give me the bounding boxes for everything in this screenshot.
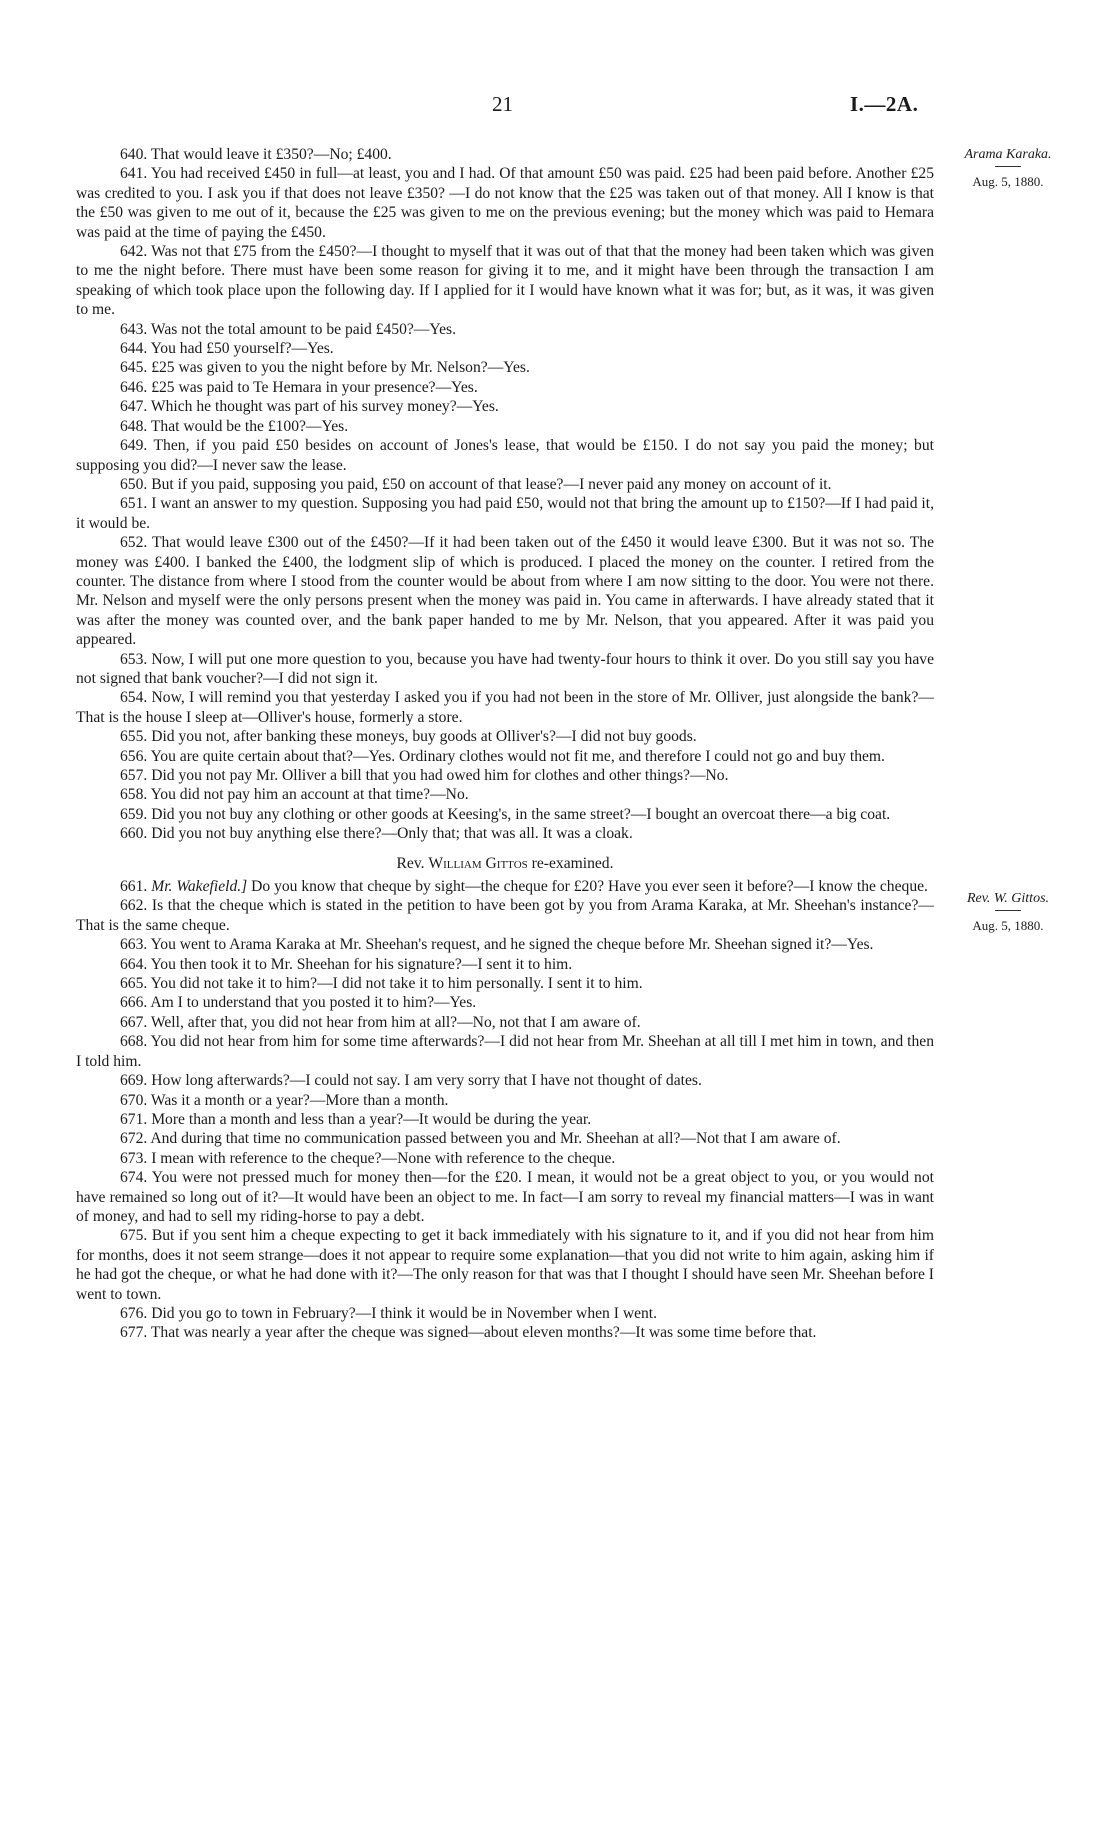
margin-note-date: Aug. 5, 1880. (972, 918, 1044, 933)
testimony-paragraph: 660. Did you not buy anything else there?—Only that; that was all. It was a cloak. (120, 825, 633, 843)
testimony-paragraph: 669. How long afterwards?—I could not say. I am very sorry that I have not thought of dates. (120, 1072, 702, 1090)
testimony-paragraph: 658. You did not pay him an account at that time?—No. (120, 786, 469, 804)
testimony-paragraph: 640. That would leave it £350?—No; £400. (120, 146, 392, 163)
margin-note-speaker: Arama Karaka. (964, 147, 1052, 162)
testimony-paragraph: 649. Then, if you paid £50 besides on account of Jones's lease, that would be £150. I do not say you paid the money; but supposing you did?—I never saw the lease. (76, 437, 934, 474)
testimony-paragraph: 670. Was it a month or a year?—More than a month. (120, 1091, 449, 1109)
testimony-paragraph: 652. That would leave £300 out of the £450?—If it had been taken out of the £450 it would leave £300. But it was not so. The money was £400. I banked the £400, the lodgment slip of which is produced. I placed the money on the counter. I retired from the counter. The distance from where I stood from the counter would be about from where I am now sitting to the door. You were not there. Mr. Nelson and myself were the only persons present when the money was paid in. You came in afterwards. I have already stated that it was after the money was counted over, and the bank paper handed to me by Mr. Nelson, that you appeared. After it was paid you appeared. (76, 534, 934, 649)
speaker-name: Mr. Wakefield.] (151, 878, 248, 896)
testimony-paragraph: 664. You then took it to Mr. Sheehan for his signature?—I sent it to him. (120, 955, 573, 973)
testimony-paragraph: 643. Was not the total amount to be paid £450?—Yes. (120, 320, 457, 338)
margin-note-speaker: Rev. W. Gittos. (966, 891, 1050, 906)
testimony-paragraph: 677. That was nearly a year after the cheque was signed—about eleven months?—It was some time before that. (120, 1324, 817, 1342)
testimony-paragraph: 641. You had received £450 in full—at least, you and I had. Of that amount £50 was paid. £25 had been paid before. Another £25 was credited to you. I ask you if that does not leave £350? —I do not know that the £25 was taken out of that money. All I know is that the £50 was given to me out of it, because the £25 was given to me on the previous evening; but the money which was paid to Hemara was paid at the time of paying the £450. (76, 165, 934, 241)
testimony-paragraph: 655. Did you not, after banking these moneys, buy goods at Olliver's?—I did not buy goods. (120, 728, 697, 746)
testimony-paragraph: 676. Did you go to town in February?—I think it would be in November when I went. (120, 1304, 658, 1322)
heading-suffix: re-examined. (531, 854, 614, 872)
testimony-paragraph: 651. I want an answer to my question. Supposing you had paid £50, would not that bring the amount up to £150?—If I had paid it, it would be. (76, 495, 934, 532)
page-header (0, 92, 1114, 122)
testimony-paragraph: 644. You had £50 yourself?—Yes. (120, 340, 334, 358)
testimony-paragraph: 674. You were not pressed much for money then—for the £20. I mean, it would not be a great object to you, or you would not have remained so long out of it?—It would have been an object to me. In fact—I am sorry to reveal my financial matters—I was in want of money, and had to sell my riding-horse to pay a debt. (76, 1169, 934, 1225)
margin-note-rule (995, 910, 1021, 911)
testimony-paragraph: 654. Now, I will remind you that yesterday I asked you if you had not been in the store of Mr. Olliver, just alongside the bank?—That is the house I sleep at—Olliver's house, formerly a store. (76, 689, 934, 726)
question-number: 661. (120, 878, 148, 896)
testimony-paragraph: 646. £25 was paid to Te Hemara in your presence?—Yes. (120, 378, 478, 396)
testimony-paragraph: 671. More than a month and less than a year?—It would be during the year. (120, 1110, 592, 1128)
testimony-paragraph: 647. Which he thought was part of his survey money?—Yes. (120, 398, 499, 416)
testimony-body (76, 145, 934, 1343)
question-text: Do you know that cheque by sight—the cheque for £20? Have you ever seen it before?—I know the cheque. (251, 878, 928, 896)
testimony-paragraph (76, 877, 934, 896)
arama-karaka-examination (76, 145, 934, 844)
testimony-paragraph: 665. You did not take it to him?—I did not take it to him personally. I sent it to him. (120, 975, 643, 993)
margin-note-date: Aug. 5, 1880. (972, 174, 1044, 189)
testimony-paragraph: 675. But if you sent him a cheque expecting to get it back immediately with his signature to it, and if you did not hear from him for months, does it not seem strange—does it not appear to require some explanation—that you did not write to him again, asking him if he had got the cheque, or what he had done with it?—The only reason for that was that I thought I should have seen Mr. Sheehan before I went to town. (76, 1227, 934, 1303)
heading-name: William Gittos (428, 854, 528, 872)
testimony-paragraph: 672. And during that time no communication passed between you and Mr. Sheehan at all?—Not that I am aware of. (120, 1130, 841, 1148)
section-heading-gittos (76, 854, 934, 873)
testimony-paragraph: 650. But if you paid, supposing you paid, £50 on account of that lease?—I never paid any money on account of it. (120, 475, 832, 493)
gittos-examination (76, 896, 934, 1342)
testimony-paragraph: 657. Did you not pay Mr. Olliver a bill that you had owed him for clothes and other things?—No. (120, 767, 729, 784)
testimony-paragraph: 659. Did you not buy any clothing or other goods at Keesing's, in the same street?—I bought an overcoat there—a big coat. (120, 805, 891, 823)
testimony-paragraph: 662. Is that the cheque which is stated in the petition to have been got by you from Arama Karaka, at Mr. Sheehan's instance?—That is the same cheque. (76, 897, 934, 934)
page-number: 21 (492, 92, 513, 116)
testimony-paragraph: 667. Well, after that, you did not hear from him at all?—No, not that I am aware of. (120, 1013, 641, 1031)
document-reference: I.—2A. (850, 92, 919, 116)
testimony-paragraph: 663. You went to Arama Karaka at Mr. Sheehan's request, and he signed the cheque before Mr. Sheehan signed it?—Yes. (120, 936, 874, 954)
testimony-paragraph: 648. That would be the £100?—Yes. (120, 417, 349, 435)
heading-prefix: Rev. (396, 854, 425, 872)
testimony-paragraph: 642. Was not that £75 from the £450?—I thought to myself that it was out of that that the money had been taken which was given to me the night before. There must have been some reason for giving it to me, and it might have been through the transaction I am speaking of which took place upon the following day. If I applied for it I would have known what it was for; but, as it was, it was given to me. (76, 243, 934, 319)
margin-note-gittos (942, 890, 1074, 934)
testimony-paragraph: 673. I mean with reference to the cheque?—None with reference to the cheque. (120, 1149, 616, 1167)
margin-note-rule (995, 166, 1021, 167)
testimony-paragraph: 656. You are quite certain about that?—Yes. Ordinary clothes would not fit me, and therefore I could not go and buy them. (120, 747, 885, 765)
testimony-paragraph: 645. £25 was given to you the night before by Mr. Nelson?—Yes. (120, 359, 530, 377)
testimony-paragraph: 666. Am I to understand that you posted it to him?—Yes. (120, 994, 477, 1012)
testimony-paragraph: 653. Now, I will put one more question to you, because you have had twenty-four hours to think it over. Do you still say you have not signed that bank voucher?—I did not sign it. (76, 650, 934, 687)
margin-note-arama-karaka (942, 146, 1074, 190)
testimony-paragraph: 668. You did not hear from him for some time afterwards?—I did not hear from Mr. Sheehan at all till I met him in town, and then I told him. (76, 1033, 934, 1070)
